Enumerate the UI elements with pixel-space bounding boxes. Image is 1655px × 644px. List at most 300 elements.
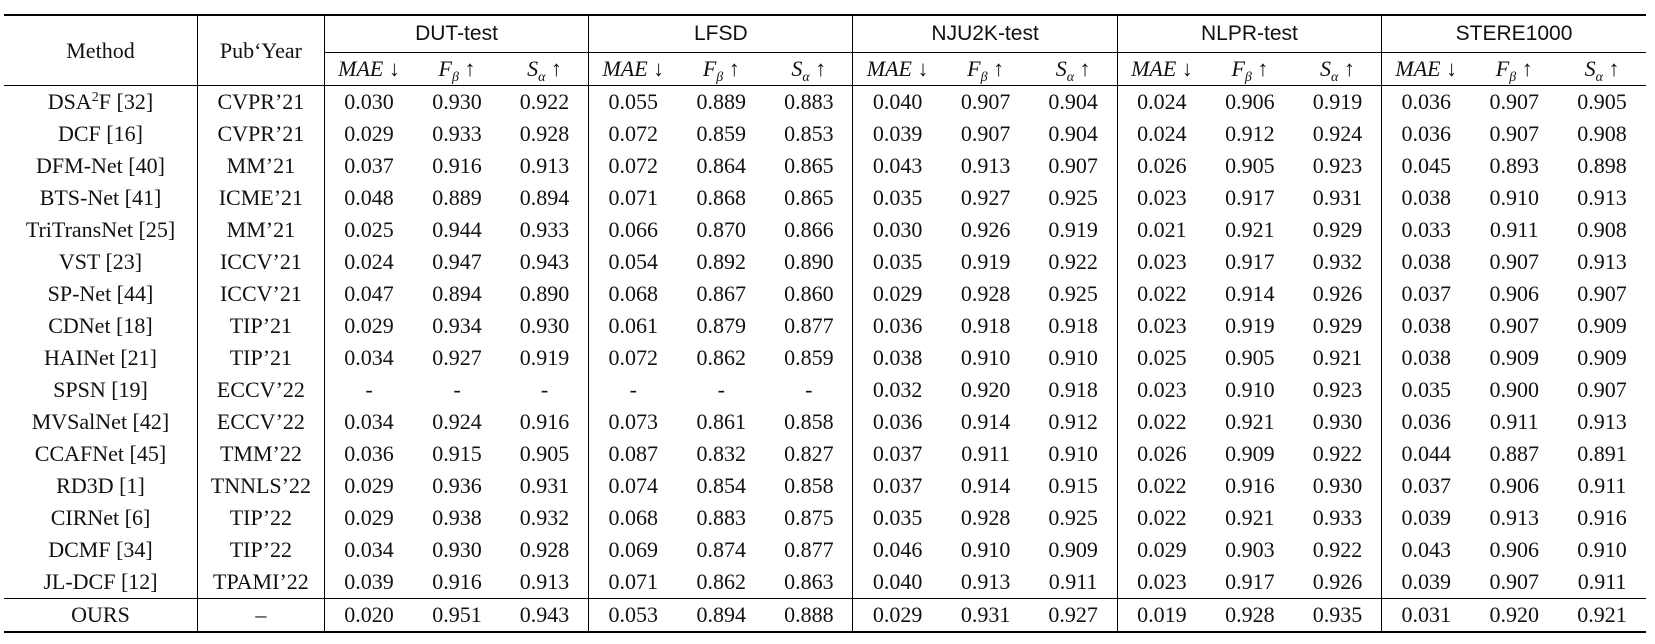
value-cell: 0.928 <box>960 281 1011 306</box>
value-cell: 0.069 <box>608 537 659 562</box>
metric-header <box>501 53 589 86</box>
value-cell: 0.023 <box>1137 569 1187 594</box>
value-cell: - <box>629 377 637 402</box>
metric-header <box>1470 53 1558 86</box>
header-row-datasets <box>4 15 1646 53</box>
value-cell: 0.036 <box>344 441 394 466</box>
value-cell: 0.943 <box>501 246 589 278</box>
arrow-down-icon: ↓ <box>388 56 400 81</box>
value-cell: 0.919 <box>1029 214 1117 246</box>
value-cell: 0.933 <box>432 121 482 146</box>
value-cell: 0.930 <box>432 89 482 114</box>
metric-subscript: α <box>1331 70 1339 85</box>
value-cell: 0.859 <box>765 342 853 374</box>
value-cell: 0.916 <box>432 569 482 594</box>
method-cell <box>4 406 197 438</box>
metric-subscript: α <box>538 70 546 85</box>
value-cell: 0.859 <box>696 121 747 146</box>
value-cell: 0.904 <box>1029 86 1117 119</box>
value-cell: 0.935 <box>1294 599 1382 633</box>
value-cell: 0.037 <box>872 441 923 466</box>
value-cell: 0.925 <box>1029 278 1117 310</box>
value-cell: 0.037 <box>1401 281 1451 306</box>
metric-subscript: β <box>451 70 459 85</box>
results-table-container <box>0 14 1655 633</box>
value-cell: 0.904 <box>1029 118 1117 150</box>
value-cell: 0.022 <box>1137 281 1187 306</box>
value-cell: 0.894 <box>501 182 589 214</box>
value-cell: 0.022 <box>1137 505 1187 530</box>
method-cell <box>4 278 197 310</box>
value-cell: - <box>365 377 373 402</box>
table-row <box>4 470 1646 502</box>
value-cell: 0.911 <box>961 441 1010 466</box>
arrow-up-icon: ↑ <box>993 56 1005 81</box>
value-cell: 0.931 <box>501 470 589 502</box>
method-name: DSA <box>47 89 92 114</box>
value-cell: 0.865 <box>765 182 853 214</box>
value-cell: 0.061 <box>608 313 659 338</box>
value-cell: 0.054 <box>608 249 659 274</box>
method-cell <box>4 502 197 534</box>
value-cell: 0.072 <box>608 345 659 370</box>
method-name: VST [23] <box>58 249 143 274</box>
value-cell: 0.024 <box>344 249 394 274</box>
value-cell: 0.858 <box>765 406 853 438</box>
method-name: DCMF [34] <box>48 537 153 562</box>
value-cell: 0.024 <box>1137 121 1187 146</box>
value-cell: 0.909 <box>1225 441 1275 466</box>
value-cell: 0.916 <box>1577 505 1627 530</box>
value-cell: 0.908 <box>1577 121 1627 146</box>
value-cell: 0.020 <box>324 599 413 633</box>
value-cell: 0.911 <box>1489 409 1539 434</box>
table-row <box>4 566 1646 599</box>
value-cell: 0.912 <box>1225 121 1275 146</box>
value-cell: 0.037 <box>1401 473 1451 498</box>
table-row <box>4 438 1646 470</box>
pub-year-cell: TIP’21 <box>197 342 324 374</box>
pub-year-cell: ECCV’22 <box>197 374 324 406</box>
value-cell: 0.932 <box>1294 246 1382 278</box>
value-cell: 0.046 <box>872 537 923 562</box>
value-cell: 0.068 <box>608 505 659 530</box>
value-cell: 0.915 <box>432 441 482 466</box>
value-cell: 0.021 <box>1137 217 1187 242</box>
arrow-up-icon: ↑ <box>815 56 827 81</box>
method-name: MVSalNet [42] <box>31 409 170 434</box>
value-cell: 0.029 <box>344 313 394 338</box>
value-cell: 0.916 <box>432 153 482 178</box>
table-row <box>4 342 1646 374</box>
value-cell: 0.906 <box>1489 473 1539 498</box>
metric-symbol: MAE <box>866 56 912 81</box>
arrow-up-icon: ↑ <box>1079 56 1091 81</box>
value-cell: 0.877 <box>765 310 853 342</box>
metric-subscript: β <box>1244 70 1252 85</box>
value-cell: 0.040 <box>872 89 923 114</box>
value-cell: 0.921 <box>1294 342 1382 374</box>
value-cell: 0.907 <box>1489 89 1539 114</box>
value-cell: 0.920 <box>1470 599 1558 633</box>
method-name: DFM-Net [40] <box>36 153 165 178</box>
value-cell: 0.029 <box>344 121 394 146</box>
pub-year-cell: TMM’22 <box>197 438 324 470</box>
arrow-up-icon: ↑ <box>550 56 562 81</box>
table-row <box>4 374 1646 406</box>
value-cell: 0.072 <box>608 153 659 178</box>
value-cell: 0.926 <box>1294 566 1382 599</box>
value-cell: 0.933 <box>501 214 589 246</box>
metric-header <box>1029 53 1117 86</box>
value-cell: 0.029 <box>853 599 942 633</box>
value-cell: 0.929 <box>1294 310 1382 342</box>
value-cell: 0.864 <box>696 153 747 178</box>
value-cell: 0.921 <box>1225 217 1275 242</box>
pub-year-cell: TIP’21 <box>197 310 324 342</box>
value-cell: 0.915 <box>1029 470 1117 502</box>
pub-year-cell: ICCV’21 <box>197 278 324 310</box>
value-cell: 0.912 <box>1029 406 1117 438</box>
value-cell: 0.861 <box>696 409 747 434</box>
metric-header <box>324 53 413 86</box>
value-cell: 0.923 <box>1294 150 1382 182</box>
value-cell: 0.867 <box>696 281 747 306</box>
value-cell: 0.865 <box>765 150 853 182</box>
metric-symbol: S <box>791 56 803 81</box>
value-cell: 0.922 <box>1029 246 1117 278</box>
value-cell: 0.910 <box>960 345 1011 370</box>
table-row <box>4 86 1646 119</box>
value-cell: 0.906 <box>1225 89 1275 114</box>
method-name: BTS-Net [41] <box>39 185 162 210</box>
value-cell: 0.913 <box>1489 505 1539 530</box>
value-cell: 0.035 <box>872 249 923 274</box>
value-cell: 0.930 <box>432 537 482 562</box>
arrow-down-icon: ↓ <box>1181 56 1193 81</box>
value-cell: 0.038 <box>1401 185 1451 210</box>
value-cell: 0.932 <box>501 502 589 534</box>
value-cell: 0.911 <box>1577 473 1627 498</box>
value-cell: 0.907 <box>1489 249 1539 274</box>
value-cell: 0.929 <box>1294 214 1382 246</box>
value-cell: 0.927 <box>1029 599 1117 633</box>
value-cell: 0.037 <box>344 153 394 178</box>
method-name: OURS <box>71 602 130 627</box>
value-cell: 0.832 <box>696 441 747 466</box>
value-cell: 0.913 <box>1577 409 1627 434</box>
metric-symbol: F <box>967 56 981 81</box>
value-cell: 0.900 <box>1489 377 1539 402</box>
value-cell: 0.853 <box>765 118 853 150</box>
value-cell: 0.038 <box>1401 345 1451 370</box>
value-cell: 0.024 <box>1137 89 1187 114</box>
dataset-header-nju2k-test: NJU2K-test <box>853 15 1117 53</box>
value-cell: 0.927 <box>960 185 1011 210</box>
value-cell: 0.936 <box>432 473 482 498</box>
value-cell: 0.922 <box>501 86 589 119</box>
value-cell: 0.925 <box>1029 182 1117 214</box>
value-cell: 0.918 <box>1029 374 1117 406</box>
value-cell: 0.892 <box>696 249 747 274</box>
value-cell: 0.907 <box>960 89 1011 114</box>
value-cell: 0.907 <box>1489 121 1539 146</box>
value-cell: 0.906 <box>1489 537 1539 562</box>
value-cell: 0.858 <box>765 470 853 502</box>
table-header <box>4 15 1646 86</box>
value-cell: 0.048 <box>344 185 394 210</box>
metric-header <box>413 53 501 86</box>
method-cell <box>4 470 197 502</box>
value-cell: 0.036 <box>1401 409 1451 434</box>
value-cell: 0.905 <box>501 438 589 470</box>
metric-subscript: β <box>980 70 988 85</box>
value-cell: 0.874 <box>696 537 747 562</box>
value-cell: 0.889 <box>432 185 482 210</box>
value-cell: 0.860 <box>765 278 853 310</box>
method-name: HAINet [21] <box>43 345 157 370</box>
value-cell: 0.928 <box>960 505 1011 530</box>
value-cell: 0.073 <box>608 409 659 434</box>
value-cell: 0.924 <box>1294 118 1382 150</box>
value-cell: 0.045 <box>1401 153 1451 178</box>
value-cell: 0.907 <box>960 121 1011 146</box>
value-cell: 0.913 <box>960 569 1011 594</box>
arrow-up-icon: ↑ <box>1343 56 1355 81</box>
value-cell: 0.032 <box>872 377 923 402</box>
value-cell: 0.911 <box>1489 217 1539 242</box>
value-cell: 0.055 <box>608 89 659 114</box>
value-cell: 0.903 <box>1225 537 1275 562</box>
value-cell: 0.934 <box>432 313 482 338</box>
metric-header <box>765 53 853 86</box>
pub-year-cell: ICCV’21 <box>197 246 324 278</box>
value-cell: 0.883 <box>765 86 853 119</box>
metric-symbol: S <box>1320 56 1331 81</box>
value-cell: 0.917 <box>1225 569 1275 594</box>
value-cell: 0.908 <box>1577 217 1627 242</box>
value-cell: 0.883 <box>696 505 747 530</box>
value-cell: 0.022 <box>1137 473 1187 498</box>
dataset-header-dut-test: DUT-test <box>324 15 588 53</box>
value-cell: - <box>765 374 853 406</box>
method-cell <box>4 566 197 599</box>
value-cell: 0.922 <box>1294 438 1382 470</box>
method-name: CIRNet [6] <box>50 505 151 530</box>
value-cell: 0.905 <box>1225 153 1275 178</box>
value-cell: 0.887 <box>1489 441 1539 466</box>
value-cell: 0.022 <box>1137 409 1187 434</box>
value-cell: 0.043 <box>872 153 923 178</box>
arrow-down-icon: ↓ <box>917 56 929 81</box>
metric-header <box>942 53 1030 86</box>
value-cell: 0.909 <box>1577 313 1627 338</box>
pub-year-cell: MM’21 <box>197 150 324 182</box>
value-cell: 0.047 <box>344 281 394 306</box>
value-cell: 0.037 <box>872 473 923 498</box>
value-cell: 0.038 <box>872 345 923 370</box>
value-cell: 0.907 <box>1029 150 1117 182</box>
metric-subscript: β <box>716 70 724 85</box>
value-cell: 0.907 <box>1489 313 1539 338</box>
value-cell: 0.036 <box>1401 89 1451 114</box>
value-cell: 0.854 <box>696 473 747 498</box>
metric-symbol: F <box>702 56 717 81</box>
value-cell: 0.866 <box>765 214 853 246</box>
method-name: CCAFNet [45] <box>34 441 167 466</box>
value-cell: 0.930 <box>1294 470 1382 502</box>
pub-year-cell: ICME’21 <box>197 182 324 214</box>
value-cell: 0.029 <box>872 281 923 306</box>
value-cell: 0.916 <box>1225 473 1275 498</box>
value-cell: 0.905 <box>1577 89 1627 114</box>
value-cell: 0.943 <box>501 599 589 633</box>
method-cell <box>4 534 197 566</box>
value-cell: 0.910 <box>960 537 1011 562</box>
method-name: CDNet [18] <box>48 313 153 338</box>
value-cell: 0.875 <box>765 502 853 534</box>
value-cell: 0.033 <box>1401 217 1451 242</box>
value-cell: 0.036 <box>872 313 923 338</box>
value-cell: 0.947 <box>432 249 482 274</box>
value-cell: 0.023 <box>1137 185 1187 210</box>
value-cell: 0.031 <box>1382 599 1471 633</box>
table-row <box>4 278 1646 310</box>
pub-year-cell: TPAMI’22 <box>197 566 324 599</box>
value-cell: 0.914 <box>1225 281 1275 306</box>
table-row <box>4 150 1646 182</box>
value-cell: 0.913 <box>501 566 589 599</box>
pub-year-cell: ECCV’22 <box>197 406 324 438</box>
method-cell <box>4 86 197 119</box>
value-cell: 0.870 <box>696 217 747 242</box>
value-cell: 0.907 <box>1577 377 1627 402</box>
value-cell: 0.920 <box>960 377 1011 402</box>
value-cell: 0.894 <box>432 281 482 306</box>
dataset-header-stere1000: STERE1000 <box>1382 15 1646 53</box>
value-cell: 0.023 <box>1137 377 1187 402</box>
ours-row <box>4 599 1646 633</box>
value-cell: 0.907 <box>1489 569 1539 594</box>
method-name: DCF [16] <box>58 121 143 146</box>
value-cell: 0.068 <box>608 281 659 306</box>
value-cell: 0.019 <box>1117 599 1206 633</box>
value-cell: 0.038 <box>1401 249 1451 274</box>
value-cell: 0.914 <box>960 409 1011 434</box>
value-cell: 0.863 <box>765 566 853 599</box>
value-cell: 0.868 <box>696 185 747 210</box>
value-cell: 0.906 <box>1489 281 1539 306</box>
pub-year-cell: TIP’22 <box>197 502 324 534</box>
value-cell: - <box>717 377 725 402</box>
value-cell: - <box>501 374 589 406</box>
arrow-down-icon: ↓ <box>1446 56 1458 81</box>
value-cell: 0.036 <box>1401 121 1451 146</box>
pub-year-cell: MM’21 <box>197 214 324 246</box>
value-cell: 0.071 <box>608 569 659 594</box>
value-cell: 0.910 <box>1577 537 1627 562</box>
table-row <box>4 214 1646 246</box>
value-cell: 0.890 <box>501 278 589 310</box>
value-cell: 0.907 <box>1577 281 1627 306</box>
metric-header <box>1206 53 1294 86</box>
method-cell <box>4 438 197 470</box>
value-cell: 0.034 <box>344 345 394 370</box>
value-cell: 0.909 <box>1577 345 1627 370</box>
arrow-up-icon: ↑ <box>728 56 740 81</box>
metric-subscript: β <box>1509 70 1517 85</box>
value-cell: 0.930 <box>1294 406 1382 438</box>
value-cell: 0.928 <box>1206 599 1294 633</box>
value-cell: 0.025 <box>344 217 394 242</box>
method-cell <box>4 599 197 633</box>
method-superscript: 2 <box>91 90 99 105</box>
metric-subscript: α <box>802 70 810 85</box>
table-row <box>4 406 1646 438</box>
method-name-tail: F [32] <box>98 89 154 114</box>
value-cell: 0.910 <box>1225 377 1275 402</box>
value-cell: 0.890 <box>765 246 853 278</box>
pub-year-cell: TIP’22 <box>197 534 324 566</box>
value-cell: 0.891 <box>1577 441 1627 466</box>
value-cell: 0.035 <box>1401 377 1451 402</box>
value-cell: - <box>453 377 461 402</box>
value-cell: 0.044 <box>1401 441 1451 466</box>
value-cell: 0.043 <box>1401 537 1451 562</box>
value-cell: 0.074 <box>608 473 659 498</box>
method-name: JL-DCF [12] <box>43 569 158 594</box>
dataset-header-lfsd: LFSD <box>589 15 853 53</box>
metric-symbol: MAE <box>1131 56 1177 81</box>
metric-header <box>853 53 942 86</box>
value-cell: 0.913 <box>1577 249 1627 274</box>
pub-year-cell: TNNLS’22 <box>197 470 324 502</box>
value-cell: 0.034 <box>344 537 394 562</box>
table-row <box>4 246 1646 278</box>
value-cell: 0.038 <box>1401 313 1451 338</box>
metric-subscript: α <box>1595 70 1603 85</box>
pub-year-cell: CVPR’21 <box>197 118 324 150</box>
value-cell: 0.911 <box>1577 569 1627 594</box>
pub-year-cell: CVPR’21 <box>197 86 324 119</box>
method-name: TriTransNet [25] <box>25 217 176 242</box>
results-table <box>4 14 1646 633</box>
value-cell: 0.919 <box>960 249 1011 274</box>
arrow-up-icon: ↑ <box>1521 56 1533 81</box>
value-cell: 0.913 <box>501 150 589 182</box>
value-cell: 0.927 <box>432 345 482 370</box>
value-cell: 0.910 <box>1489 185 1539 210</box>
method-cell <box>4 214 197 246</box>
value-cell: 0.894 <box>677 599 765 633</box>
value-cell: 0.039 <box>1401 505 1451 530</box>
metric-symbol: F <box>1495 56 1510 81</box>
value-cell: 0.919 <box>1225 313 1275 338</box>
method-cell <box>4 150 197 182</box>
value-cell: 0.913 <box>960 153 1011 178</box>
value-cell: 0.918 <box>960 313 1011 338</box>
value-cell: 0.023 <box>1137 313 1187 338</box>
value-cell: 0.072 <box>608 121 659 146</box>
value-cell: 0.898 <box>1577 153 1627 178</box>
value-cell: 0.053 <box>589 599 678 633</box>
value-cell: 0.035 <box>872 505 923 530</box>
value-cell: 0.087 <box>608 441 659 466</box>
value-cell: 0.916 <box>501 406 589 438</box>
value-cell: 0.862 <box>696 345 747 370</box>
metric-symbol: MAE <box>1395 56 1441 81</box>
value-cell: 0.930 <box>501 310 589 342</box>
